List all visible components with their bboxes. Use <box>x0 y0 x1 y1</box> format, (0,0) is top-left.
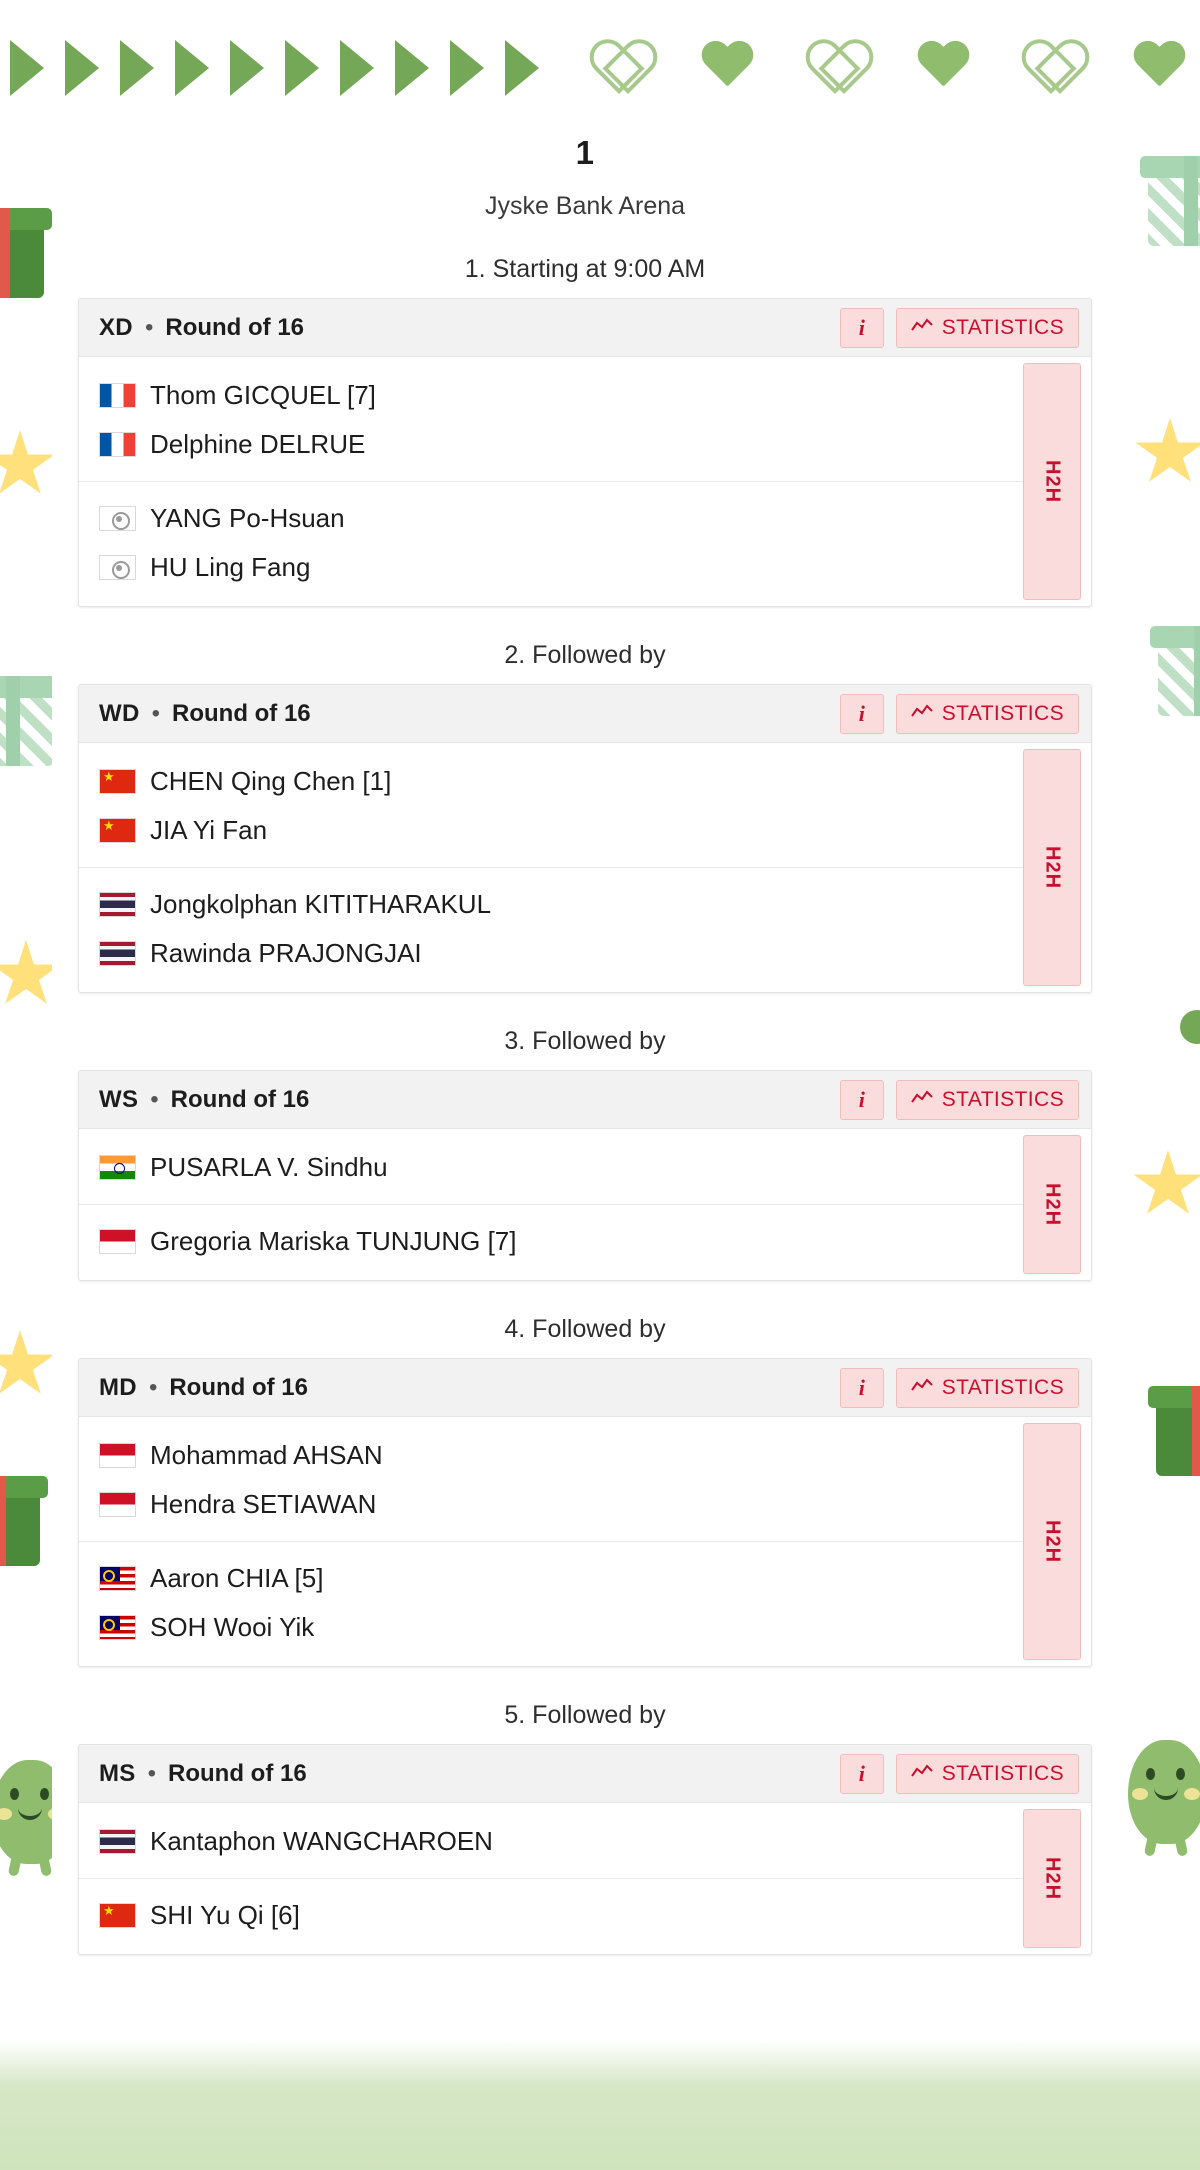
gift-icon <box>0 690 54 766</box>
round-label: Round of 16 <box>165 313 305 341</box>
gift-icon <box>1156 1400 1200 1476</box>
statistics-button[interactable] <box>896 1368 1079 1408</box>
order-of-play-sheet <box>52 112 1118 2008</box>
heart-icon <box>808 42 862 92</box>
match-card[interactable] <box>78 1744 1092 1955</box>
flag-icon <box>99 1903 136 1928</box>
teams <box>79 1417 1023 1666</box>
discipline-label: MS <box>99 1759 136 1787</box>
sprout-icon <box>1120 2068 1178 2130</box>
sprout-icon <box>530 2068 588 2130</box>
teams <box>79 357 1023 606</box>
h2h-button[interactable] <box>1023 1135 1081 1274</box>
player-name: Delphine DELRUE <box>150 429 366 459</box>
h2h-label: H2H <box>1041 845 1064 889</box>
player-row <box>79 1603 1023 1652</box>
separator: • <box>148 1373 158 1401</box>
mascot-icon <box>1128 1740 1200 1844</box>
match-order-label: 5. Followed by <box>504 1701 666 1729</box>
statistics-label: STATISTICS <box>941 1375 1064 1399</box>
statistics-button[interactable] <box>896 694 1079 734</box>
sprout-icon <box>170 2068 228 2130</box>
chart-line-icon <box>911 702 933 726</box>
player-row <box>79 929 1023 978</box>
gift-icon <box>1158 640 1200 716</box>
match-card-body <box>79 1129 1091 1280</box>
player-name: Hendra SETIAWAN <box>150 1489 377 1519</box>
teams <box>79 1803 1023 1954</box>
match-card-body <box>79 1803 1091 1954</box>
player-row <box>79 1431 1023 1480</box>
match-card-body <box>79 743 1091 992</box>
player-row <box>79 420 1023 469</box>
info-button[interactable]: i <box>840 308 884 348</box>
team-row <box>79 751 1023 861</box>
gift-icon <box>0 222 44 298</box>
chart-line-icon <box>911 1376 933 1400</box>
h2h-button[interactable] <box>1023 1809 1081 1948</box>
player-row <box>79 1480 1023 1529</box>
info-button[interactable]: i <box>840 1080 884 1120</box>
player-name: JIA Yi Fan <box>150 815 268 845</box>
statistics-label: STATISTICS <box>941 1761 1064 1785</box>
h2h-label: H2H <box>1041 459 1064 503</box>
decorative-top-banner <box>0 0 1200 120</box>
match-card-header <box>79 685 1091 743</box>
statistics-button[interactable] <box>896 308 1079 348</box>
player-name: Mohammad AHSAN <box>150 1440 383 1470</box>
match-order-label: 1. Starting at 9:00 AM <box>464 255 706 283</box>
chart-line-icon <box>911 1088 933 1112</box>
star-icon <box>0 430 56 500</box>
chevron-icon <box>175 40 209 96</box>
chevron-icon <box>10 40 44 96</box>
statistics-label: STATISTICS <box>941 1087 1064 1111</box>
separator: • <box>144 313 154 341</box>
match-card-header <box>79 1359 1091 1417</box>
separator: • <box>150 1085 159 1113</box>
team-row <box>79 365 1023 475</box>
gift-icon <box>1148 170 1200 246</box>
chart-line-icon <box>911 1762 933 1786</box>
player-row <box>79 757 1023 806</box>
player-row <box>79 1891 1023 1940</box>
round-label: Round of 16 <box>168 1759 307 1787</box>
venue-name: Jyske Bank Arena <box>484 192 686 220</box>
team-row <box>79 1878 1023 1946</box>
h2h-label: H2H <box>1041 1856 1064 1900</box>
player-name: Jongkolphan KITITHARAKUL <box>150 889 492 919</box>
chevron-icon <box>505 40 539 96</box>
match-card-body <box>79 357 1091 606</box>
player-row <box>79 806 1023 855</box>
heart-icon <box>1132 42 1186 92</box>
flag-icon <box>99 1229 136 1254</box>
flag-icon <box>99 941 136 966</box>
player-name: HU Ling Fang <box>150 552 311 582</box>
separator: • <box>151 699 160 727</box>
team-row <box>79 867 1023 984</box>
flag-icon <box>99 1615 136 1640</box>
flag-icon <box>99 555 136 580</box>
dot-icon <box>1180 1010 1200 1044</box>
flag-icon <box>99 1566 136 1591</box>
player-name: SHI Yu Qi [6] <box>150 1900 300 1930</box>
statistics-label: STATISTICS <box>941 315 1064 339</box>
discipline-label: MD <box>99 1373 137 1401</box>
match-order-label: 3. Followed by <box>504 1027 666 1055</box>
team-row <box>79 1204 1023 1272</box>
star-icon <box>0 1330 56 1400</box>
statistics-button[interactable] <box>896 1754 1079 1794</box>
flag-icon <box>99 769 136 794</box>
teams <box>79 1129 1023 1280</box>
sprout-icon <box>890 2068 948 2130</box>
player-name: CHEN Qing Chen [1] <box>150 766 392 796</box>
player-row <box>79 1143 1023 1192</box>
player-row <box>79 494 1023 543</box>
star-icon <box>1134 418 1200 488</box>
player-name: SOH Wooi Yik <box>150 1612 315 1642</box>
h2h-label: H2H <box>1041 1182 1064 1226</box>
team-row <box>79 1541 1023 1658</box>
player-name: Aaron CHIA [5] <box>150 1563 324 1593</box>
sprout-icon <box>1010 2068 1068 2130</box>
round-label: Round of 16 <box>170 1085 310 1113</box>
match-card-header <box>79 299 1091 357</box>
chevron-icon <box>340 40 374 96</box>
session-number: 1 <box>575 134 595 171</box>
player-name: Kantaphon WANGCHAROEN <box>150 1826 493 1856</box>
match-card-header <box>79 1745 1091 1803</box>
match-card[interactable] <box>78 684 1092 993</box>
chevron-icon <box>230 40 264 96</box>
match-card[interactable] <box>78 298 1092 607</box>
chevron-icon <box>450 40 484 96</box>
info-button[interactable]: i <box>840 1368 884 1408</box>
match-card[interactable] <box>78 1070 1092 1281</box>
chart-line-icon <box>911 316 933 340</box>
team-row <box>79 1811 1023 1872</box>
discipline-label: WD <box>99 699 140 727</box>
player-row <box>79 1817 1023 1866</box>
chevron-icon <box>285 40 319 96</box>
chevron-icon <box>395 40 429 96</box>
h2h-button[interactable] <box>1023 1423 1081 1660</box>
flag-icon <box>99 1155 136 1180</box>
sprout-icon <box>410 2068 468 2130</box>
flag-icon <box>99 1443 136 1468</box>
flag-icon <box>99 1492 136 1517</box>
round-label: Round of 16 <box>172 699 311 727</box>
star-icon <box>1132 1150 1200 1220</box>
heart-icon <box>916 42 970 92</box>
player-row <box>79 1217 1023 1266</box>
statistics-label: STATISTICS <box>941 701 1064 725</box>
teams <box>79 743 1023 992</box>
player-row <box>79 1554 1023 1603</box>
decorative-bottom-banner <box>0 2040 1200 2170</box>
h2h-button[interactable] <box>1023 363 1081 600</box>
player-row <box>79 880 1023 929</box>
gift-icon <box>0 1490 40 1566</box>
flag-icon <box>99 892 136 917</box>
match-card-header <box>79 1071 1091 1129</box>
flag-icon <box>99 432 136 457</box>
flag-icon <box>99 383 136 408</box>
info-button[interactable]: i <box>840 1754 884 1794</box>
sprout-icon <box>650 2068 708 2130</box>
team-row <box>79 1425 1023 1535</box>
discipline-label: WS <box>99 1085 139 1113</box>
player-name: PUSARLA V. Sindhu <box>150 1152 388 1182</box>
player-row <box>79 371 1023 420</box>
flag-icon <box>99 1829 136 1854</box>
chevron-icon <box>65 40 99 96</box>
sprout-icon <box>770 2068 828 2130</box>
info-button[interactable]: i <box>840 694 884 734</box>
statistics-button[interactable] <box>896 1080 1079 1120</box>
team-row <box>79 1137 1023 1198</box>
flag-icon <box>99 818 136 843</box>
h2h-button[interactable] <box>1023 749 1081 986</box>
team-row <box>79 481 1023 598</box>
sprout-icon <box>50 2068 108 2130</box>
player-row <box>79 543 1023 592</box>
player-name: YANG Po-Hsuan <box>150 503 345 533</box>
discipline-label: XD <box>99 313 133 341</box>
player-name: Gregoria Mariska TUNJUNG [7] <box>150 1226 517 1256</box>
chevron-icon <box>120 40 154 96</box>
separator: • <box>147 1759 157 1787</box>
heart-icon <box>1024 42 1078 92</box>
player-name: Rawinda PRAJONGJAI <box>150 938 422 968</box>
match-order-label: 4. Followed by <box>504 1315 666 1343</box>
match-card[interactable] <box>78 1358 1092 1667</box>
match-card-body <box>79 1417 1091 1666</box>
player-name: Thom GICQUEL [7] <box>150 380 376 410</box>
match-order-label: 2. Followed by <box>504 641 666 669</box>
round-label: Round of 16 <box>169 1373 308 1401</box>
h2h-label: H2H <box>1041 1519 1064 1563</box>
heart-icon <box>592 42 646 92</box>
sprout-icon <box>290 2068 348 2130</box>
heart-icon <box>700 42 754 92</box>
flag-icon <box>99 506 136 531</box>
